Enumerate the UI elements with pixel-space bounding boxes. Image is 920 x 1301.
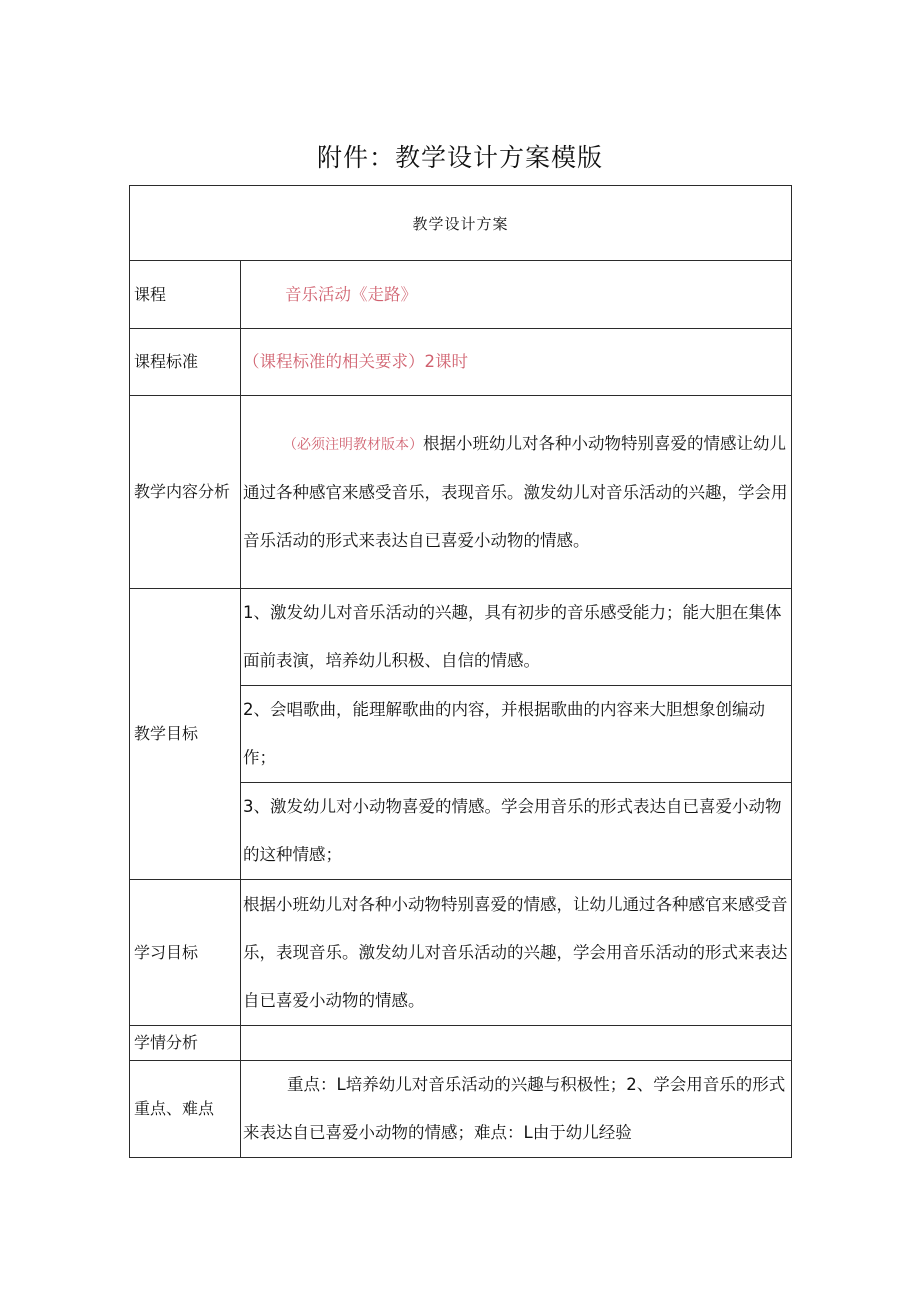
table-header-row xyxy=(130,186,792,261)
table-row xyxy=(130,880,792,1026)
content-analysis-label: 教学内容分析 xyxy=(130,396,241,589)
teaching-goal-item: 3、激发幼儿对小动物喜爱的情感。学会用音乐的形式表达自已喜爱小动物的这种情感； xyxy=(241,783,792,880)
standard-value: （课程标准的相关要求）2课时 xyxy=(243,352,468,371)
standard-label: 课程标准 xyxy=(130,329,241,396)
content-analysis-text: 根据小班幼儿对各种小动物特别喜爱的情感让幼儿通过各种感官来感受音乐，表现音乐。激发幼儿对音乐活动的兴趣，学会用音乐活动的形式来表达自已喜爱小动物的情感。 xyxy=(243,433,788,550)
course-label: 课程 xyxy=(130,261,241,329)
learning-goals-label: 学习目标 xyxy=(130,880,241,1026)
table-row xyxy=(130,1061,792,1158)
key-points-label: 重点、难点 xyxy=(130,1061,241,1158)
content-analysis-cell xyxy=(241,396,792,589)
table-row xyxy=(130,261,792,329)
table-header: 教学设计方案 xyxy=(130,186,792,261)
standard-value-cell xyxy=(241,329,792,396)
document-title: 附件：教学设计方案模版 xyxy=(316,143,603,172)
lesson-plan-table xyxy=(129,185,792,1158)
learner-analysis-label: 学情分析 xyxy=(130,1026,241,1061)
key-points-text: 重点：L培养幼儿对音乐活动的兴趣与积极性；2、学会用音乐的形式来表达自已喜爱小动物的情感；难点：L由于幼儿经验 xyxy=(241,1061,792,1158)
teaching-goal-item: 2、会唱歌曲，能理解歌曲的内容，并根据歌曲的内容来大胆想象创编动作； xyxy=(241,686,792,783)
table-row xyxy=(130,589,792,686)
course-value: 音乐活动《走路》 xyxy=(285,284,417,304)
table-row xyxy=(130,396,792,589)
learning-goals-text: 根据小班幼儿对各种小动物特别喜爱的情感，让幼儿通过各种感官来感受音乐，表现音乐。激发幼儿对音乐活动的兴趣，学会用音乐活动的形式来表达自已喜爱小动物的情感。 xyxy=(241,880,792,1026)
teaching-goals-label: 教学目标 xyxy=(130,589,241,880)
table-row xyxy=(130,1026,792,1061)
teaching-goal-item: 1、激发幼儿对音乐活动的兴趣，具有初步的音乐感受能力；能大胆在集体面前表演，培养幼儿积极、自信的情感。 xyxy=(241,589,792,686)
learner-analysis-text xyxy=(241,1026,792,1061)
course-value-cell xyxy=(241,261,792,329)
content-analysis-note: （必须注明教材版本） xyxy=(283,436,423,453)
table-row xyxy=(130,329,792,396)
